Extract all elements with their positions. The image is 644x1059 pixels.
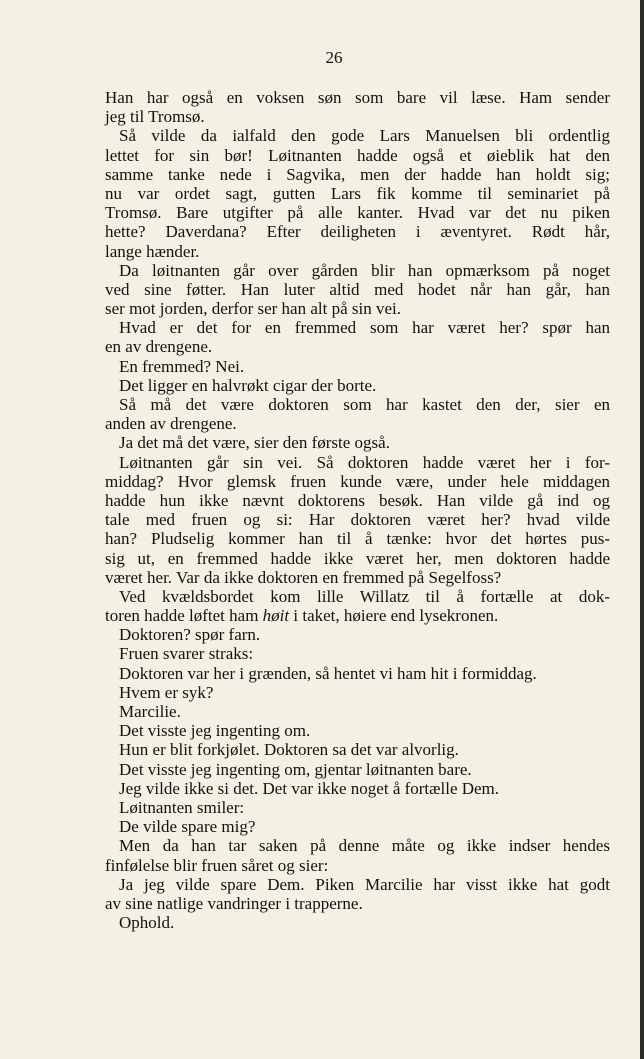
text-line: Marcilie. xyxy=(119,702,181,721)
text-line: hette? Daverdana? Efter deiligheten i æventyret. Rødt hår, xyxy=(105,222,610,242)
text-line: Hvem er syk? xyxy=(119,682,214,702)
text-line: lange hænder. xyxy=(105,241,200,261)
text-line: tale med fruen og si: Har doktoren været her? hvad vilde xyxy=(105,510,610,530)
text-line: Løitnanten går sin vei. Så doktoren hadde været her i for- xyxy=(119,452,610,472)
text-line: Jeg vilde ikke si det. Det var ikke noget å fortælle Dem. xyxy=(119,778,500,798)
text-line: sig ut, en fremmed hadde ikke været her, men doktoren hadde xyxy=(105,548,610,568)
text-line: Da løitnanten går over gården blir han opmærksom på noget xyxy=(119,260,610,280)
text-line: Det visste jeg ingenting om, gjentar løitnanten bare. xyxy=(119,759,472,779)
text-line: Så vilde da ialfald den gode Lars Manuelsen bli ordentlig xyxy=(119,126,610,146)
text-line: ser mot jorden, derfor ser han alt på sin vei. xyxy=(105,299,401,319)
text-line: været her. Var da ikke doktoren en fremmed på Segelfoss? xyxy=(105,567,502,587)
text-line: finfølelse blir fruen såret og sier: xyxy=(105,855,329,875)
text-line: Ved kvældsbordet kom lille Willatz til å fortælle at dok- xyxy=(119,586,610,606)
emphasized-word: høit xyxy=(262,606,290,626)
text-segment: i taket, høiere end lysekronen. xyxy=(289,606,499,626)
text-line: Ophold. xyxy=(119,913,175,933)
text-segment: toren hadde løftet ham xyxy=(105,606,263,626)
text-line: En fremmed? Nei. xyxy=(119,356,245,376)
page-number: 26 xyxy=(325,48,343,67)
text-line: hadde hun ikke nævnt doktorens besøk. Han vilde gå ind og xyxy=(105,490,610,510)
text-line: ved sine føtter. Han luter altid med hodet når han går, han xyxy=(105,279,610,299)
text-line: samme tanke nede i Sagvika, men der hadde han holdt sig; xyxy=(105,164,610,184)
text-line: Tromsø. Bare utgifter på alle kanter. Hvad var det nu piken xyxy=(105,203,610,223)
text-line: Men da han tar saken på denne måte og ikke indser hendes xyxy=(119,836,610,856)
text-line: lettet for sin bør! Løitnanten hadde også et øieblik hat den xyxy=(105,145,610,165)
text-line: anden av drengene. xyxy=(105,414,237,434)
text-line: Han har også en voksen søn som bare vil læse. Ham sender xyxy=(105,88,610,107)
text-line: Så må det være doktoren som har kastet den der, sier en xyxy=(119,395,610,414)
text-line: Det ligger en halvrøkt cigar der borte. xyxy=(119,375,377,395)
text-line: Fruen svarer straks: xyxy=(119,644,254,664)
body-text xyxy=(105,88,610,932)
text-line: nu var ordet sagt, gutten Lars fik komme til seminariet på xyxy=(105,183,610,203)
text-line: middag? Hvor glemsk fruen kunde være, under hele middagen xyxy=(105,471,610,491)
page-edge-shadow xyxy=(640,0,644,1059)
text-line: Ja jeg vilde spare Dem. Piken Marcilie har visst ikke hat godt xyxy=(119,874,610,894)
text-line: Hvad er det for en fremmed som har været her? spør han xyxy=(119,318,610,338)
text-line: jeg til Tromsø. xyxy=(105,107,205,127)
text-line: Doktoren? spør farn. xyxy=(119,625,261,645)
text-line: Doktoren var her i grænden, så hentet vi ham hit i formiddag. xyxy=(119,663,537,683)
text-line: av sine natlige vandringer i trapperne. xyxy=(105,893,363,913)
text-line: Det visste jeg ingenting om. xyxy=(119,721,311,741)
text-line: Hun er blit forkjølet. Doktoren sa det var alvorlig. xyxy=(119,740,459,760)
text-line: De vilde spare mig? xyxy=(119,817,256,837)
text-line xyxy=(105,606,610,625)
text-line: en av drengene. xyxy=(105,337,213,357)
text-line: Ja det må det være, sier den første også. xyxy=(119,433,390,453)
text-line: han? Pludselig kommer han til å tænke: hvor det hørtes pus- xyxy=(105,529,610,549)
text-line: Løitnanten smiler: xyxy=(119,797,245,817)
